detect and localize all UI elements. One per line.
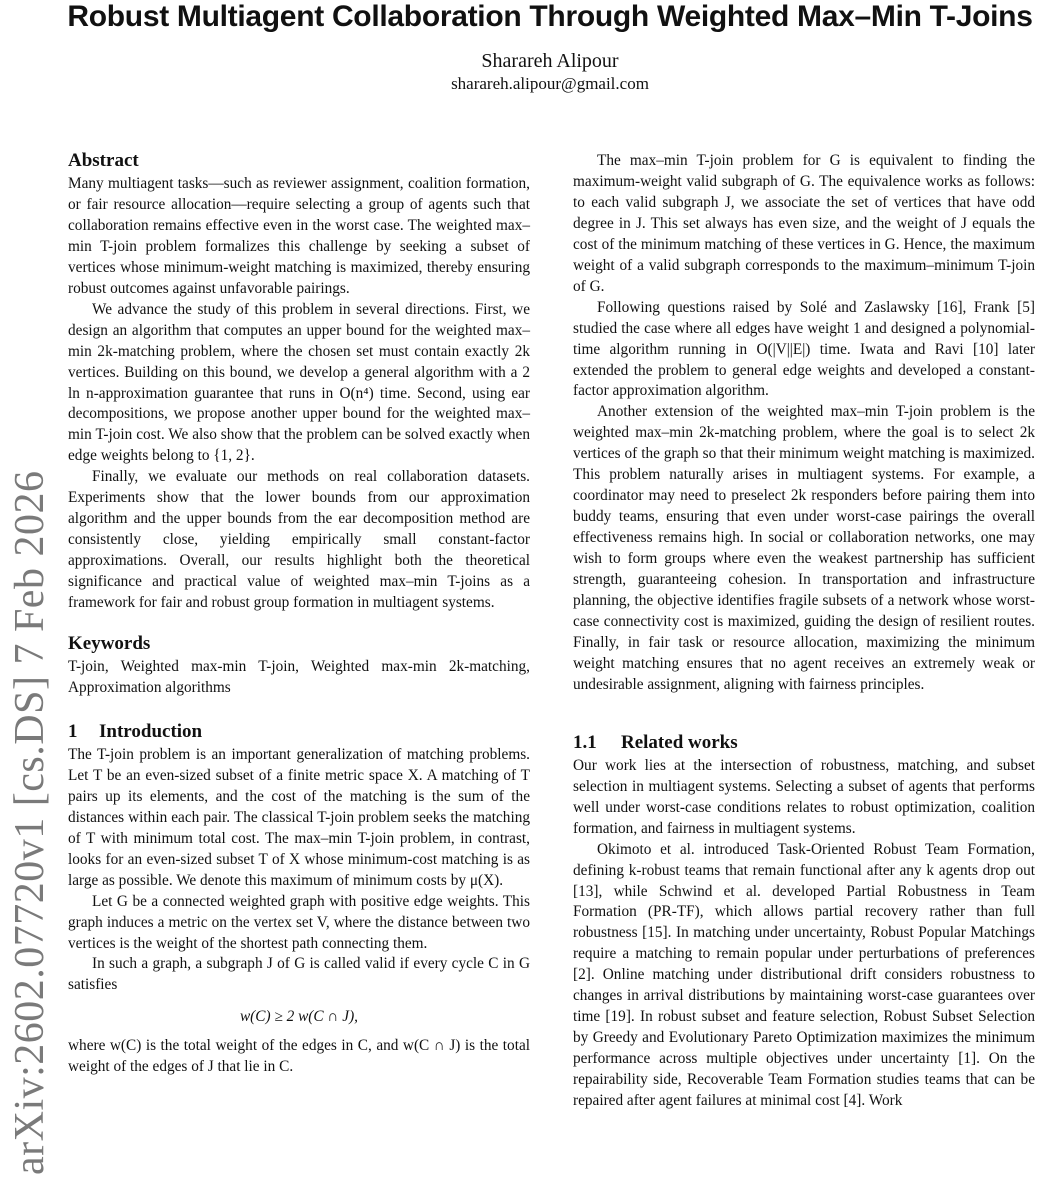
- body-paragraph: Okimoto et al. introduced Task-Oriented Robust Team Formation, defining k-robust teams that remain functional after any k agents drop out [13], while Schwind et al. developed Partial Robustness in Team Formation (PR-TF), which allows partial recovery rather than full robustness [15]. In matching under uncertainty, Robust Popular Matchings require a matching to remain popular under perturbations of preferences [2]. Online matching under distributional drift considers robustness to changes in arrival distributions by maintaining worst-case guarantees over time [19]. In robust subset and feature selection, Robust Subset Selection by Greedy and Evolutionary Pareto Optimization maximizes the minimum performance across multiple objectives under uncertainty [1]. On the repairability side, Recoverable Team Formation studies teams that can be repaired after agent failures at minimal cost [4]. Work: [573, 840, 1035, 1110]
- keywords-heading: Keywords: [68, 633, 151, 655]
- section-number: 1.1: [573, 731, 597, 753]
- author-name: Sharareh Alipour: [481, 50, 619, 72]
- keywords-text: T-join, Weighted max-min T-join, Weighted max-min 2k-matching, Approximation algorithms: [68, 658, 530, 696]
- abstract-paragraph: Finally, we evaluate our methods on real collaboration datasets. Experiments show that the lower bounds from our approximation algorithm and the upper bounds from the ear decomposition method are consistently close, yielding empirically small constant-factor approximations. Overall, our results highlight both the theoretical significance and practical value of weighted max–min T-joins as a framework for fair and robust group formation in multiagent systems.: [68, 468, 530, 612]
- validity-equation: w(C) ≥ 2 w(C ∩ J),: [239, 1008, 358, 1026]
- introduction-heading: [68, 719, 530, 745]
- body-paragraph: Our work lies at the intersection of robustness, matching, and subset selection in multiagent systems. Selecting a subset of agents that performs well under worst-case conditions relates to robust optimization, coalition formation, and fairness in multiagent systems.: [573, 756, 1035, 837]
- body-paragraph: Let G be a connected weighted graph with positive edge weights. This graph induces a metric on the vertex set V, where the distance between two vertices is the weight of the shortest path connecting them.: [68, 892, 530, 952]
- related-works-heading: [573, 730, 1035, 756]
- abstract-paragraph: We advance the study of this problem in several directions. First, we design an algorithm that computes an upper bound for the weighted max–min 2k-matching problem, where the chosen set must contain exactly 2k vertices. Building on this bound, we develop a general algorithm with a 2 ln n-approximation guarantee that runs in O(n⁴) time. Second, using ear decompositions, we propose another upper bound for the weighted max–min T-join cost. We also show that the problem can be solved exactly when edge weights belong to {1, 2}.: [68, 300, 530, 465]
- related-works-section: [573, 730, 1035, 1112]
- abstract-paragraph: Many multiagent tasks—such as reviewer assignment, coalition formation, or fair resource allocation—require selecting a group of agents such that collaboration remains effective even in the worst case. The weighted max–min T-join problem formalizes this challenge by seeking a subset of vertices whose minimum-weight matching is maximized, thereby ensuring robust outcomes against unfavorable pairings.: [68, 175, 530, 297]
- introduction-section: [68, 719, 530, 1078]
- section-title: Introduction: [99, 720, 203, 742]
- body-paragraph: The T-join problem is an important generalization of matching problems. Let T be an even-sized subset of a finite metric space X. A matching of T pairs up its elements, and the cost of the matching is the sum of the distances within each pair. The classical T-join problem seeks the matching of T with minimum total cost. The max–min T-join problem, in contrast, looks for an even-sized subset T of X whose minimum-cost matching is as large as possible. We denote this maximum of minimum costs by μ(X).: [68, 745, 530, 889]
- body-paragraph: The max–min T-join problem for G is equivalent to finding the maximum-weight valid subgraph of G. The equivalence works as follows: to each valid subgraph J, we associate the set of vertices that have odd degree in J. This set always has even size, and the weight of J equals the cost of the minimum matching of these vertices in G. Hence, the maximum weight of a valid subgraph corresponds to the maximum–minimum T-join of G.: [573, 152, 1035, 295]
- arxiv-identifier-stamp: arXiv:2602.07720v1 [cs.DS] 7 Feb 2026: [7, 470, 53, 1175]
- right-column: [573, 151, 1035, 1112]
- abstract-heading: Abstract: [68, 150, 139, 171]
- body-paragraph: Another extension of the weighted max–min T-join problem is the weighted max–min 2k-matching problem, where the goal is to select 2k vertices of the graph so that their minimum weight matching is maximized. This problem naturally arises in multiagent systems. For example, a coordinator may need to preselect 2k responders before pairing them into buddy teams, ensuring that even under worst-case pairings the overall effectiveness remains high. In social or collaboration networks, one may wish to form groups where even the weakest partnership has sufficient strength, guaranteeing cohesion. In transportation and infrastructure planning, the objective identifies fragile subsets of a network whose worst-case connectivity cost is maximized, guiding the design of resilient routes. Finally, in fair task or resource allocation, maximizing the minimum weight matching ensures that no agent receives an extremely weak or undesirable assignment, aligning with fairness principles.: [573, 403, 1035, 693]
- body-paragraph: Following questions raised by Solé and Zaslawsky [16], Frank [5] studied the case where all edges have weight 1 and designed a polynomial-time algorithm running in O(|V||E|) time. Iwata and Ravi [10] later extended the problem to general edge weights and developed a constant-factor approximation algorithm.: [573, 298, 1035, 400]
- author-email: sharareh.alipour@gmail.com: [451, 74, 649, 93]
- section-number: 1: [68, 720, 78, 742]
- paper-title: Robust Multiagent Collaboration Through Weighted Max–Min T-Joins: [67, 0, 1033, 33]
- body-paragraph: where w(C) is the total weight of the edges in C, and w(C ∩ J) is the total weight of the edges of J that lie in C.: [68, 1037, 530, 1076]
- section-title: Related works: [621, 731, 738, 753]
- paper-header: [60, 0, 1037, 95]
- keywords-section: [68, 631, 530, 699]
- body-paragraph: In such a graph, a subgraph J of G is called valid if every cycle C in G satisfies: [68, 955, 530, 994]
- abstract-section: [68, 148, 530, 614]
- left-column: [68, 148, 530, 1078]
